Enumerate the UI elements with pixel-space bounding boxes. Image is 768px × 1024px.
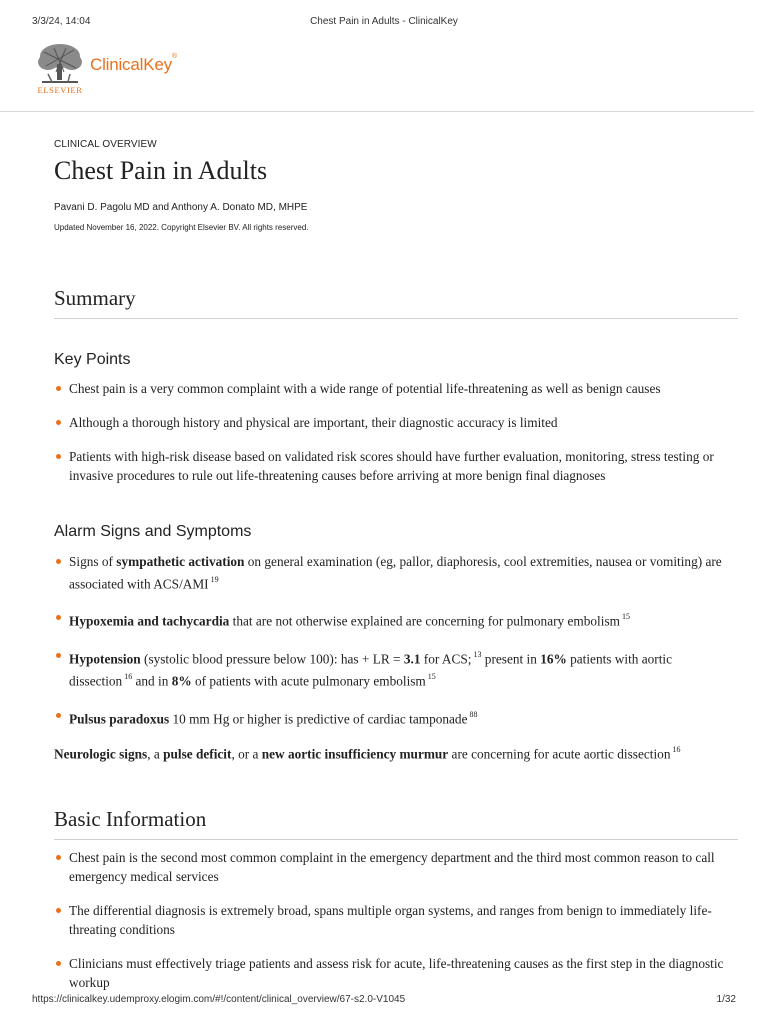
alarm-bold-lr: 3.1 xyxy=(403,651,421,667)
article-content xyxy=(54,138,738,992)
list-item xyxy=(54,706,738,728)
alarm-text-3f: of patients with acute pulmonary embolism xyxy=(191,673,426,689)
alarm-text-3e: and in xyxy=(132,673,172,689)
alarm-text-4: 10 mm Hg or higher is predictive of cardiac tamponade xyxy=(169,711,468,727)
key-points-list xyxy=(54,379,738,485)
clinicalkey-wordmark xyxy=(90,55,177,75)
note-bold-neurologic: Neurologic signs xyxy=(54,746,148,762)
registered-mark: ® xyxy=(171,53,177,60)
reference-link[interactable]: 16 xyxy=(672,745,681,755)
alarm-text-2: that are not otherwise explained are concerning for pulmonary embolism xyxy=(229,613,620,629)
alarm-text-3b: for ACS; xyxy=(420,651,472,667)
brand-name: ClinicalKey xyxy=(90,55,172,74)
alarm-bold-8pct: 8% xyxy=(171,673,192,689)
summary-heading: Summary xyxy=(54,286,136,310)
key-point-text: Patients with high-risk disease based on validated risk scores should have further evaluation, monitoring, stress testing or invasive procedures to rule out life-threatening causes before arriving at more benign final diagnoses xyxy=(69,449,714,483)
print-datetime: 3/3/24, 14:04 xyxy=(32,16,91,27)
elsevier-tree-icon xyxy=(34,42,86,86)
list-item xyxy=(54,848,738,886)
basic-info-divider xyxy=(54,839,738,840)
key-point-text: Chest pain is a very common complaint with a wide range of potential life-threatening as well as benign causes xyxy=(69,381,661,396)
reference-link[interactable]: 15 xyxy=(427,672,436,682)
summary-divider xyxy=(54,318,738,319)
print-url: https://clinicalkey.udemproxy.elogim.com/#!/content/clinical_overview/67-s2.0-V1045 xyxy=(32,994,406,1005)
basic-info-text: The differential diagnosis is extremely broad, spans multiple organ systems, and ranges from benign to immediately life-threating conditions xyxy=(69,902,712,937)
alarm-note xyxy=(54,741,738,763)
reference-link[interactable]: 16 xyxy=(124,672,133,682)
basic-info-heading: Basic Information xyxy=(54,806,207,831)
print-page-title: Chest Pain in Adults - ClinicalKey xyxy=(310,16,458,27)
note-text-a: , a xyxy=(147,746,164,762)
header-divider xyxy=(0,111,754,112)
list-item xyxy=(54,901,738,939)
note-text-b: , or a xyxy=(231,746,262,762)
list-item xyxy=(54,447,738,485)
basic-info-text: Chest pain is the second most common complaint in the emergency department and the third most common reason to call emergency medical services xyxy=(69,849,715,884)
bullet-icon xyxy=(56,713,61,718)
alarm-bold-hypoxemia: Hypoxemia and tachycardia xyxy=(69,613,230,629)
bullet-icon xyxy=(56,961,61,966)
alarm-text-3d: patients with aortic dissection xyxy=(69,651,673,689)
reference-link[interactable]: 13 xyxy=(473,649,482,659)
page-title: Chest Pain in Adults xyxy=(54,156,268,185)
article-kicker: CLINICAL OVERVIEW xyxy=(54,139,157,150)
alarm-text-1a: Signs of xyxy=(69,554,117,569)
bullet-icon xyxy=(56,653,61,658)
list-item xyxy=(54,413,738,432)
article-authors: Pavani D. Pagolu MD and Anthony A. Donato MD, MHPE xyxy=(54,202,308,213)
reference-link[interactable]: 19 xyxy=(210,575,219,584)
list-item xyxy=(54,608,738,630)
article-updated: Updated November 16, 2022. Copyright Elsevier BV. All rights reserved. xyxy=(54,223,309,232)
print-page-number: 1/32 xyxy=(716,994,736,1005)
basic-info-list xyxy=(54,848,738,992)
alarm-text-1b: on general examination (eg, pallor, diaphoresis, cool extremities, nausea or vomiting) are associated with ACS/AMI xyxy=(69,554,722,592)
basic-info-text: Clinicians must effectively triage patients and assess risk for acute, life-threatening causes as the first step in the diagnostic workup xyxy=(69,955,724,990)
bullet-icon xyxy=(56,454,61,459)
alarm-bold-pulsus: Pulsus paradoxus xyxy=(69,711,170,727)
alarm-bold-hypotension: Hypotension xyxy=(69,651,141,667)
alarm-text-3c: present in xyxy=(481,651,541,667)
list-item xyxy=(54,646,738,691)
reference-link[interactable]: 88 xyxy=(469,709,478,719)
list-item xyxy=(54,954,738,992)
key-point-text: Although a thorough history and physical are important, their diagnostic accuracy is limited xyxy=(69,415,558,430)
bullet-icon xyxy=(56,855,61,860)
alarm-bold-16pct: 16% xyxy=(540,651,567,667)
key-points-heading: Key Points xyxy=(54,351,131,368)
alarm-list xyxy=(54,552,738,728)
note-bold-murmur: new aortic insufficiency murmur xyxy=(261,746,449,762)
elsevier-wordmark: ELSEVIER xyxy=(37,85,83,95)
note-text-c: are concerning for acute aortic dissection xyxy=(448,746,671,762)
print-header xyxy=(0,16,768,30)
alarm-text-3a: (systolic blood pressure below 100): has + LR = xyxy=(140,651,404,667)
list-item xyxy=(54,379,738,398)
alarm-heading: Alarm Signs and Symptoms xyxy=(54,523,252,540)
list-item xyxy=(54,552,738,593)
reference-link[interactable]: 15 xyxy=(621,612,630,622)
note-bold-pulse-deficit: pulse deficit xyxy=(163,746,232,762)
bullet-icon xyxy=(56,908,61,913)
alarm-bold-sympathetic: sympathetic activation xyxy=(116,554,245,569)
bullet-icon xyxy=(56,386,61,391)
bullet-icon xyxy=(56,420,61,425)
bullet-icon xyxy=(56,559,61,564)
clinicalkey-logo[interactable] xyxy=(34,42,204,98)
bullet-icon xyxy=(56,615,61,620)
